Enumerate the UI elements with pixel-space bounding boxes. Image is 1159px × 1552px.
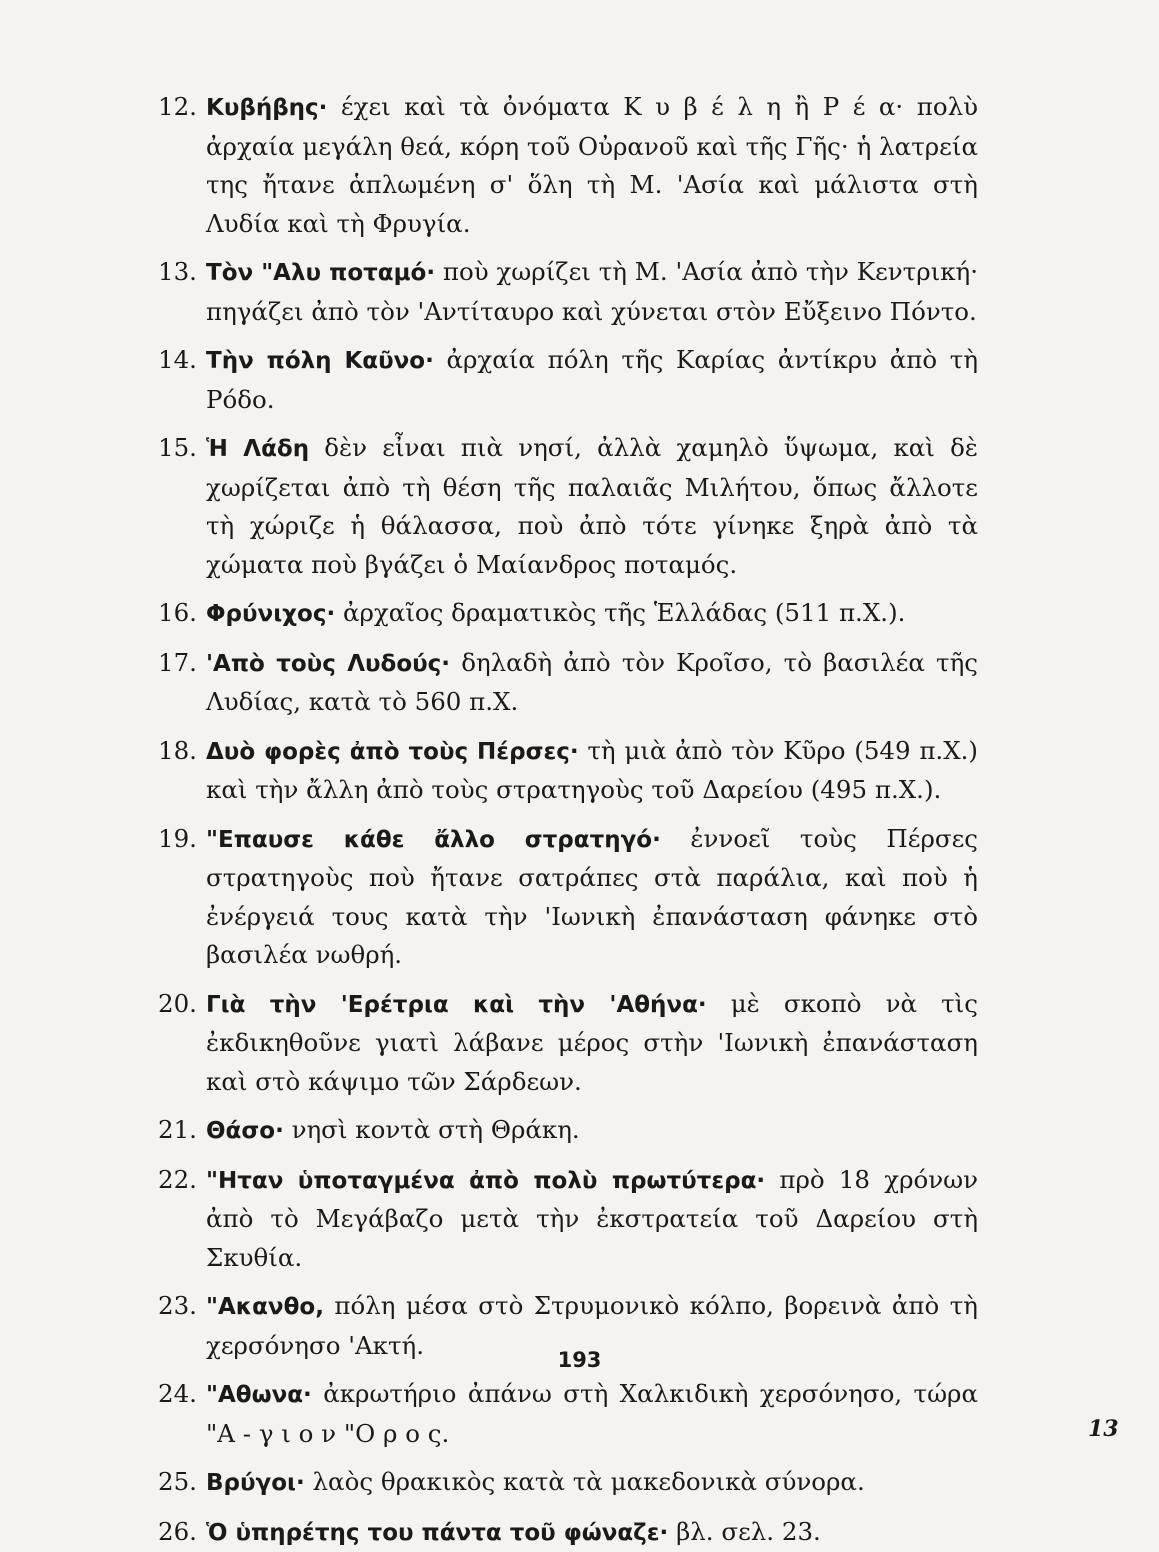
note-item [158, 985, 978, 1102]
note-body [206, 820, 978, 975]
note-text: πόλη μέσα στὸ Στρυμονικὸ κόλπο, βορεινὰ ἀπὸ τὴ χερσόνησο 'Ακτή. [206, 1291, 978, 1360]
note-heading: Δυὸ φορὲς ἀπὸ τοὺς Πέρσες· [206, 739, 579, 765]
note-body [206, 1375, 978, 1453]
note-heading: "Ηταν ὑποταγμένα ἀπὸ πολὺ πρωτύτερα· [206, 1168, 765, 1194]
note-number: 24. [158, 1375, 206, 1414]
note-item [158, 88, 978, 243]
note-number: 21. [158, 1111, 206, 1150]
note-text: ἀρχαῖος δραματικὸς τῆς Ἑλλάδας (511 π.Χ.). [335, 598, 905, 627]
note-number: 16. [158, 594, 206, 633]
note-text: ἀκρωτήριο ἀπάνω στὴ Χαλκιδικὴ χερσόνησο, τώρα "Α - γ ι ο ν "Ο ρ ο ς. [206, 1379, 978, 1448]
note-body [206, 88, 978, 243]
note-text: λαὸς θρακικὸς κατὰ τὰ μακεδονικὰ σύνορα. [305, 1467, 865, 1496]
note-text: βλ. σελ. 23. [668, 1517, 821, 1546]
note-body [206, 1463, 978, 1503]
note-text: νησὶ κοντὰ στὴ Θράκη. [284, 1115, 580, 1144]
note-body [206, 732, 978, 810]
note-text: ἐννοεῖ τοὺς Πέρσες στρατηγοὺς ποὺ ἤτανε σατράπες στὰ παράλια, καὶ ποὺ ἡ ἐνέργειά τους κατὰ τὴν 'Ιωνικὴ ἐπανάσταση φάνηκε στὸ βασιλέα νωθρή. [206, 824, 978, 970]
note-number: 22. [158, 1161, 206, 1200]
note-item [158, 1111, 978, 1151]
note-item [158, 341, 978, 419]
note-number: 26. [158, 1513, 206, 1552]
note-item [158, 1463, 978, 1503]
note-heading: "Ακανθο, [206, 1294, 324, 1320]
note-body [206, 253, 978, 331]
note-text: πρὸ 18 χρόνων ἀπὸ τὸ Μεγάβαζο μετὰ τὴν ἐκστρατεία τοῦ Δαρείου στὴ Σκυθία. [206, 1165, 978, 1272]
note-number: 13. [158, 253, 206, 292]
note-heading: "Επαυσε κάθε ἄλλο στρατηγό· [206, 827, 661, 853]
note-text: έχει καὶ τὰ ὀνόματα Κ υ β έ λ η ἢ Ρ έ α· πολὺ ἀρχαία μεγάλη θεά, κόρη τοῦ Οὐρανοῦ καὶ τῆς Γῆς· ἡ λατρεία της ἤτανε ἁπλωμένη σ' ὅλη τὴ Μ. 'Ασία καὶ μάλιστα στὴ Λυδία καὶ τὴ Φρυγία. [206, 92, 978, 238]
note-heading: Γιὰ τὴν 'Ερέτρια καὶ τὴν 'Αθήνα· [206, 992, 707, 1018]
note-body [206, 1161, 978, 1278]
note-number: 12. [158, 88, 206, 127]
note-number: 17. [158, 644, 206, 683]
note-number: 15. [158, 429, 206, 468]
note-heading: "Αθωνα· [206, 1382, 312, 1408]
note-item [158, 253, 978, 331]
note-heading: 'Απὸ τοὺς Λυδούς· [206, 651, 450, 677]
page-number: 193 [0, 1348, 1159, 1372]
note-text: δὲν εἶναι πιὰ νησί, ἀλλὰ χαμηλὸ ὕψωμα, καὶ δὲ χωρίζεται ἀπὸ τὴ θέση τῆς παλαιᾶς Μιλήτου, ὅπως ἄλλοτε τὴ χώριζε ἡ θάλασσα, ποὺ ἀπὸ τότε γίνηκε ξηρὰ ἀπὸ τὰ χώματα ποὺ βγάζει ὁ Μαίανδρος ποταμός. [206, 433, 978, 579]
note-heading: Φρύνιχος· [206, 601, 335, 627]
notes-list [158, 88, 978, 1552]
note-body [206, 594, 978, 634]
note-item [158, 820, 978, 975]
note-number: 19. [158, 820, 206, 859]
note-item [158, 594, 978, 634]
note-item [158, 429, 978, 584]
note-number: 25. [158, 1463, 206, 1502]
signature-mark: 13 [1088, 1416, 1119, 1442]
note-heading: Ἡ Λάδη [206, 436, 309, 462]
note-heading: Βρύγοι· [206, 1470, 305, 1496]
note-body [206, 1513, 978, 1552]
note-number: 23. [158, 1287, 206, 1326]
note-number: 18. [158, 732, 206, 771]
note-text: ἀρχαία πόλη τῆς Καρίας ἀντίκρυ ἀπὸ τὴ Ρόδο. [206, 345, 978, 414]
note-item [158, 1161, 978, 1278]
note-heading: Ὁ ὑπηρέτης του πάντα τοῦ φώναζε· [206, 1520, 668, 1546]
note-heading: Τὸν "Αλυ ποταμό· [206, 260, 435, 286]
note-body [206, 1111, 978, 1151]
note-text: ποὺ χωρίζει τὴ Μ. 'Ασία ἀπὸ τὴν Κεντρική· πηγάζει ἀπὸ τὸν 'Αντίταυρο καὶ χύνεται στὸν Εὔξεινο Πόντο. [206, 257, 978, 326]
note-heading: Κυβήβης· [206, 95, 327, 121]
note-heading: Θάσο· [206, 1118, 284, 1144]
note-heading: Τὴν πόλη Καῦνο· [206, 348, 434, 374]
note-text: τὴ μιὰ ἀπὸ τὸν Κῦρο (549 π.Χ.) καὶ τὴν ἄλλη ἀπὸ τοὺς στρατηγοὺς τοῦ Δαρείου (495 π.Χ.). [206, 736, 978, 805]
note-text: μὲ σκοπὸ νὰ τὶς ἐκδικηθοῦνε γιατὶ λάβανε μέρος στὴν 'Ιωνικὴ ἐπανάσταση καὶ στὸ κάψιμο τῶν Σάρδεων. [206, 989, 978, 1096]
note-body [206, 985, 978, 1102]
note-number: 14. [158, 341, 206, 380]
note-item [158, 1375, 978, 1453]
note-body [206, 429, 978, 584]
note-item [158, 644, 978, 722]
note-body [206, 341, 978, 419]
note-text: δηλαδὴ ἀπὸ τὸν Κροῖσο, τὸ βασιλέα τῆς Λυδίας, κατὰ τὸ 560 π.Χ. [206, 648, 978, 717]
note-number: 20. [158, 985, 206, 1024]
note-body [206, 644, 978, 722]
note-item [158, 1513, 978, 1552]
note-item [158, 732, 978, 810]
